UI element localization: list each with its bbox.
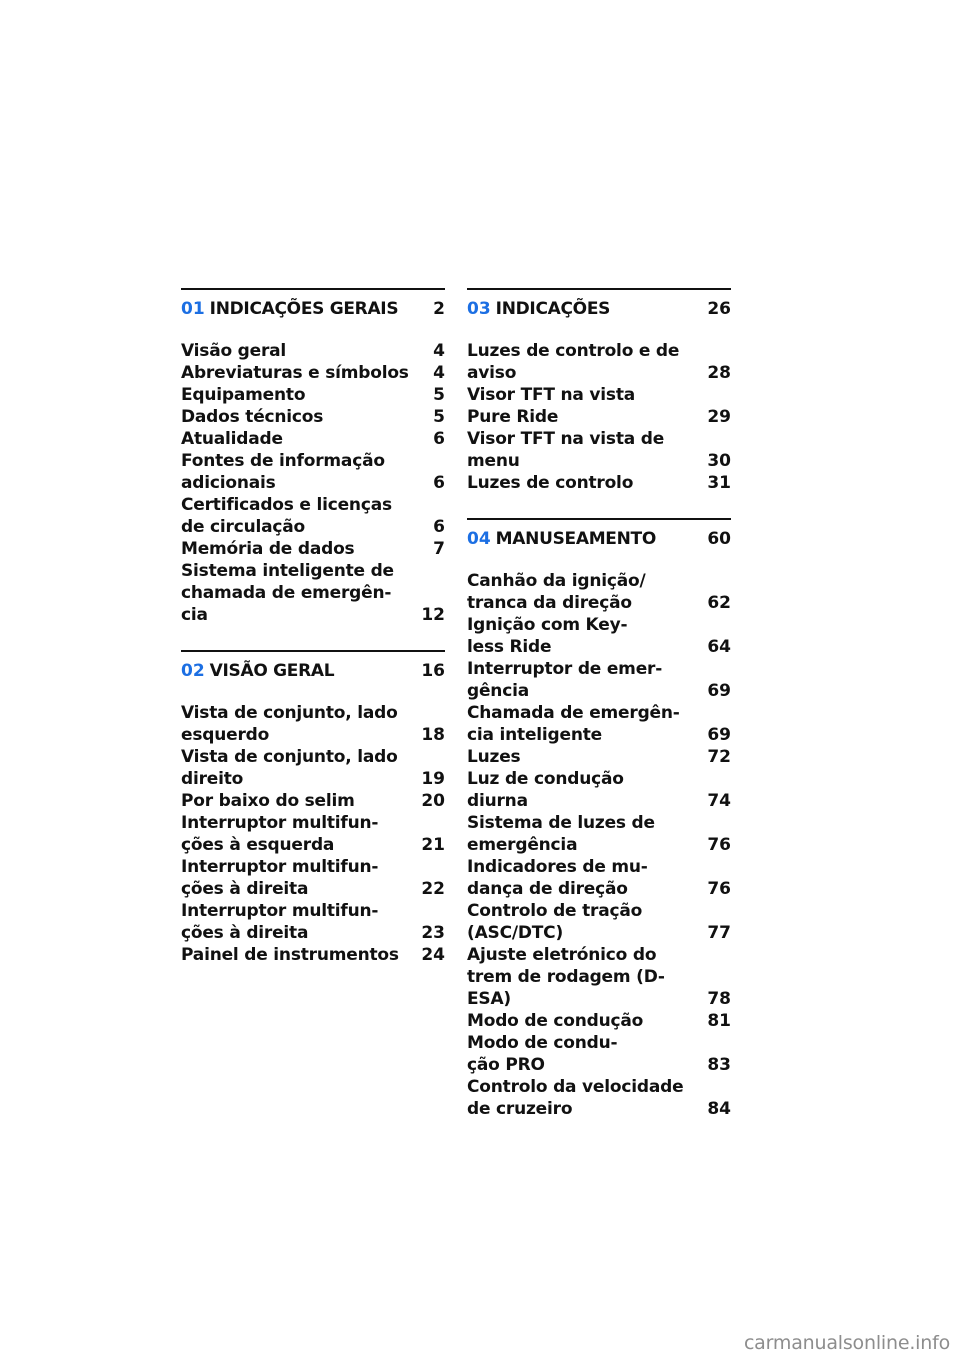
- entry-page-number: 81: [707, 1011, 731, 1031]
- toc-section: [181, 650, 445, 966]
- section-page-number: 2: [433, 299, 445, 319]
- toc-entry[interactable]: [181, 702, 445, 746]
- entry-label: Interruptor de emer- gência: [467, 659, 663, 701]
- section-number: 03: [467, 299, 491, 319]
- watermark: carmanualsonline.info: [743, 1332, 950, 1354]
- section-page-number: 60: [707, 529, 731, 549]
- entry-page-number: 28: [707, 363, 731, 383]
- toc-entry[interactable]: [467, 428, 731, 472]
- entry-label: Visão geral: [181, 341, 287, 361]
- entry-label: Sistema inteligente de chamada de emergên- cia: [181, 561, 394, 625]
- toc-section: [467, 288, 731, 494]
- entry-page-number: 84: [707, 1099, 731, 1119]
- entry-label: Visor TFT na vista de menu: [467, 429, 665, 471]
- toc-entry[interactable]: [181, 560, 445, 626]
- entry-page-number: 69: [707, 725, 731, 745]
- entry-label: Controlo da velocidade de cruzeiro: [467, 1077, 684, 1119]
- entry-label: Memória de dados: [181, 539, 355, 559]
- entry-label: Certificados e licenças de circulação: [181, 495, 392, 537]
- entry-page-number: 12: [421, 605, 445, 625]
- entry-page-number: 76: [707, 879, 731, 899]
- entry-label: Equipamento: [181, 385, 306, 405]
- entry-page-number: 23: [421, 923, 445, 943]
- entry-label: Luzes: [467, 747, 521, 767]
- section-number: 04: [467, 529, 491, 549]
- toc-entry[interactable]: [181, 944, 445, 966]
- entry-label: Atualidade: [181, 429, 283, 449]
- entry-label: Visor TFT na vista Pure Ride: [467, 385, 636, 427]
- entry-label: Fontes de informação adicionais: [181, 451, 385, 493]
- section-page-number: 26: [707, 299, 731, 319]
- entry-page-number: 7: [433, 539, 445, 559]
- entry-page-number: 24: [421, 945, 445, 965]
- toc-section: [181, 288, 445, 626]
- entry-label: Dados técnicos: [181, 407, 324, 427]
- entry-label: Indicadores de mu- dança de direção: [467, 857, 648, 899]
- entry-label: Interruptor multifun- ções à direita: [181, 857, 379, 899]
- toc-entry[interactable]: [181, 900, 445, 944]
- entry-page-number: 78: [707, 989, 731, 1009]
- entry-page-number: 72: [707, 747, 731, 767]
- entry-label: Abreviaturas e símbolos: [181, 363, 409, 383]
- section-heading[interactable]: [181, 294, 445, 324]
- toc-entry[interactable]: [467, 746, 731, 768]
- entry-page-number: 30: [707, 451, 731, 471]
- toc-entry[interactable]: [181, 450, 445, 494]
- entry-page-number: 5: [433, 385, 445, 405]
- section-number: 01: [181, 299, 205, 319]
- section-number: 02: [181, 661, 205, 681]
- entry-label: Luzes de controlo: [467, 473, 634, 493]
- entry-label: Luzes de controlo e de aviso: [467, 341, 680, 383]
- entry-page-number: 20: [421, 791, 445, 811]
- toc-entry[interactable]: [467, 702, 731, 746]
- toc-entry[interactable]: [181, 406, 445, 428]
- toc-entry[interactable]: [467, 812, 731, 856]
- entry-label: Interruptor multifun- ções à esquerda: [181, 813, 379, 855]
- toc-entry[interactable]: [467, 570, 731, 614]
- entry-page-number: 62: [707, 593, 731, 613]
- entry-label: Painel de instrumentos: [181, 945, 399, 965]
- toc-entry[interactable]: [467, 1032, 731, 1076]
- toc-entry[interactable]: [181, 812, 445, 856]
- entry-page-number: 4: [433, 363, 445, 383]
- toc-right-column: [467, 288, 731, 1144]
- entry-page-number: 6: [433, 473, 445, 493]
- entry-page-number: 64: [707, 637, 731, 657]
- entry-page-number: 22: [421, 879, 445, 899]
- entry-page-number: 83: [707, 1055, 731, 1075]
- section-title: VISÃO GERAL: [209, 661, 335, 681]
- toc-entry[interactable]: [467, 768, 731, 812]
- toc-entry[interactable]: [467, 340, 731, 384]
- entry-page-number: 29: [707, 407, 731, 427]
- entry-label: Vista de conjunto, lado direito: [181, 747, 398, 789]
- entry-label: Chamada de emergên- cia inteligente: [467, 703, 680, 745]
- section-heading[interactable]: [467, 524, 731, 554]
- toc-entry[interactable]: [467, 472, 731, 494]
- entry-label: Luz de condução diurna: [467, 769, 624, 811]
- entry-page-number: 19: [421, 769, 445, 789]
- toc-entry[interactable]: [467, 900, 731, 944]
- entry-label: Vista de conjunto, lado esquerdo: [181, 703, 398, 745]
- toc-entry[interactable]: [181, 428, 445, 450]
- entry-label: Ajuste eletrónico do trem de rodagem (D- ESA): [467, 945, 665, 1009]
- entry-label: Canhão da ignição/ tranca da direção: [467, 571, 646, 613]
- entry-page-number: 5: [433, 407, 445, 427]
- toc-entry[interactable]: [181, 856, 445, 900]
- entry-label: Modo de condução: [467, 1011, 644, 1031]
- entry-page-number: 76: [707, 835, 731, 855]
- toc-entry[interactable]: [181, 746, 445, 790]
- entry-label: Modo de condu- ção PRO: [467, 1033, 618, 1075]
- entry-label: Ignição com Key- less Ride: [467, 615, 628, 657]
- entry-page-number: 31: [707, 473, 731, 493]
- toc-entry[interactable]: [467, 614, 731, 658]
- section-page-number: 16: [421, 661, 445, 681]
- toc-section: [467, 518, 731, 1120]
- toc-entry[interactable]: [467, 856, 731, 900]
- entry-label: Controlo de tração (ASC/DTC): [467, 901, 643, 943]
- entry-label: Sistema de luzes de emergência: [467, 813, 655, 855]
- toc-entry[interactable]: [181, 538, 445, 560]
- toc-entry[interactable]: [181, 362, 445, 384]
- entry-page-number: 21: [421, 835, 445, 855]
- section-title: MANUSEAMENTO: [495, 529, 656, 549]
- entry-label: Interruptor multifun- ções à direita: [181, 901, 379, 943]
- toc-entry[interactable]: [181, 340, 445, 362]
- entry-page-number: 18: [421, 725, 445, 745]
- section-title: INDICAÇÕES GERAIS: [209, 299, 399, 319]
- toc-entry[interactable]: [467, 1010, 731, 1032]
- entry-page-number: 74: [707, 791, 731, 811]
- toc-entry[interactable]: [181, 790, 445, 812]
- toc-entry[interactable]: [467, 384, 731, 428]
- toc-left-column: [181, 288, 445, 990]
- toc-entry[interactable]: [467, 944, 731, 1010]
- section-title: INDICAÇÕES: [495, 299, 611, 319]
- toc-entry[interactable]: [467, 1076, 731, 1120]
- entry-page-number: 77: [707, 923, 731, 943]
- section-heading[interactable]: [181, 656, 445, 686]
- entry-page-number: 4: [433, 341, 445, 361]
- entry-label: Por baixo do selim: [181, 791, 355, 811]
- entry-page-number: 6: [433, 517, 445, 537]
- toc-entry[interactable]: [181, 494, 445, 538]
- toc-entry[interactable]: [181, 384, 445, 406]
- section-heading[interactable]: [467, 294, 731, 324]
- toc-entry[interactable]: [467, 658, 731, 702]
- entry-page-number: 69: [707, 681, 731, 701]
- entry-page-number: 6: [433, 429, 445, 449]
